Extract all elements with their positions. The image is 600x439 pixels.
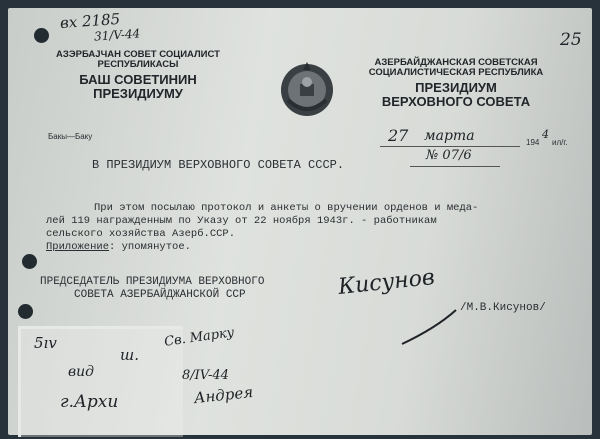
stamp-note-1: 5ıv (34, 334, 57, 352)
date-year-label: ил/г. (552, 138, 568, 147)
punch-hole-top (34, 28, 49, 43)
stamp-note-4: г.Архи (60, 392, 119, 412)
date-year-suffix: 4 (542, 128, 549, 141)
document-number: № 07/6 (426, 148, 472, 163)
signer-title-line-2: СОВЕТА АЗЕРБАЙДЖАНСКОЙ ССР (74, 289, 246, 301)
body-line-4 (46, 241, 191, 253)
header-ru-line2: СОЦИАЛИСТИЧЕСКАЯ РЕСПУБЛИКА (368, 66, 544, 78)
header-ru-line3: ПРЕЗИДИУМ (415, 79, 497, 95)
incoming-mark-number: вх 2185 (59, 9, 121, 33)
punch-hole-bottom (18, 304, 33, 319)
stamp-note-2: ш. (120, 346, 139, 364)
body-line-3: сельского хозяйства Азерб.ССР. (46, 228, 236, 240)
attachment-text: : упомянутое. (109, 241, 191, 253)
signer-title-line-1: ПРЕДСЕДАТЕЛЬ ПРЕЗИДИУМА ВЕРХОВНОГО (40, 276, 265, 288)
header-az (48, 50, 228, 100)
note-initials: Андрея (193, 382, 254, 408)
signer-name: /М.В.Кисунов/ (460, 302, 546, 314)
date-day: 27 (388, 126, 409, 145)
document-sheet (8, 8, 592, 435)
date-month: марта (424, 128, 475, 144)
header-az-line4: ПРЕЗИДИУМУ (93, 85, 183, 101)
body-line-1: При этом посылаю протокол и анкеты о вручении орденов и меда- (94, 202, 479, 214)
header-az-line3: БАШ СОВЕТИНИН (79, 71, 197, 87)
note-resolution: Св. Марку (163, 325, 236, 350)
header-az-line2: РЕСПУБЛИКАСЫ (97, 58, 179, 70)
incoming-mark-date: 31/V-44 (93, 26, 141, 44)
punch-hole-middle (22, 254, 37, 269)
document-number-underline (410, 166, 500, 167)
page-number: 25 (560, 30, 582, 50)
date-line (380, 126, 580, 152)
header-ru-line1: АЗЕРБАЙДЖАНСКАЯ СОВЕТСКАЯ (374, 57, 538, 68)
header-ru-line4: ВЕРХОВНОГО СОВЕТА (381, 93, 531, 109)
state-emblem (276, 56, 338, 120)
note-date: 8/IV-44 (182, 368, 229, 383)
addressee: В ПРЕЗИДИУМ ВЕРХОВНОГО СОВЕТА СССР. (92, 158, 345, 172)
signature-stroke (396, 308, 466, 353)
header-ru (356, 58, 556, 108)
stamp-note-3: вид (68, 364, 95, 380)
place-label: Бакы—Баку (48, 132, 93, 141)
header-az-line1: АЗЭРБАЈЧАН СОВЕТ СОЦИАЛИСТ (56, 49, 220, 60)
date-year-prefix: 194 (526, 138, 540, 147)
attachment-label: Приложение (46, 241, 110, 253)
handwritten-signature: Кисунов (336, 265, 436, 300)
body-line-2: лей 119 награжденным по Указу от 22 ноября 1943г. - работникам (46, 215, 437, 227)
